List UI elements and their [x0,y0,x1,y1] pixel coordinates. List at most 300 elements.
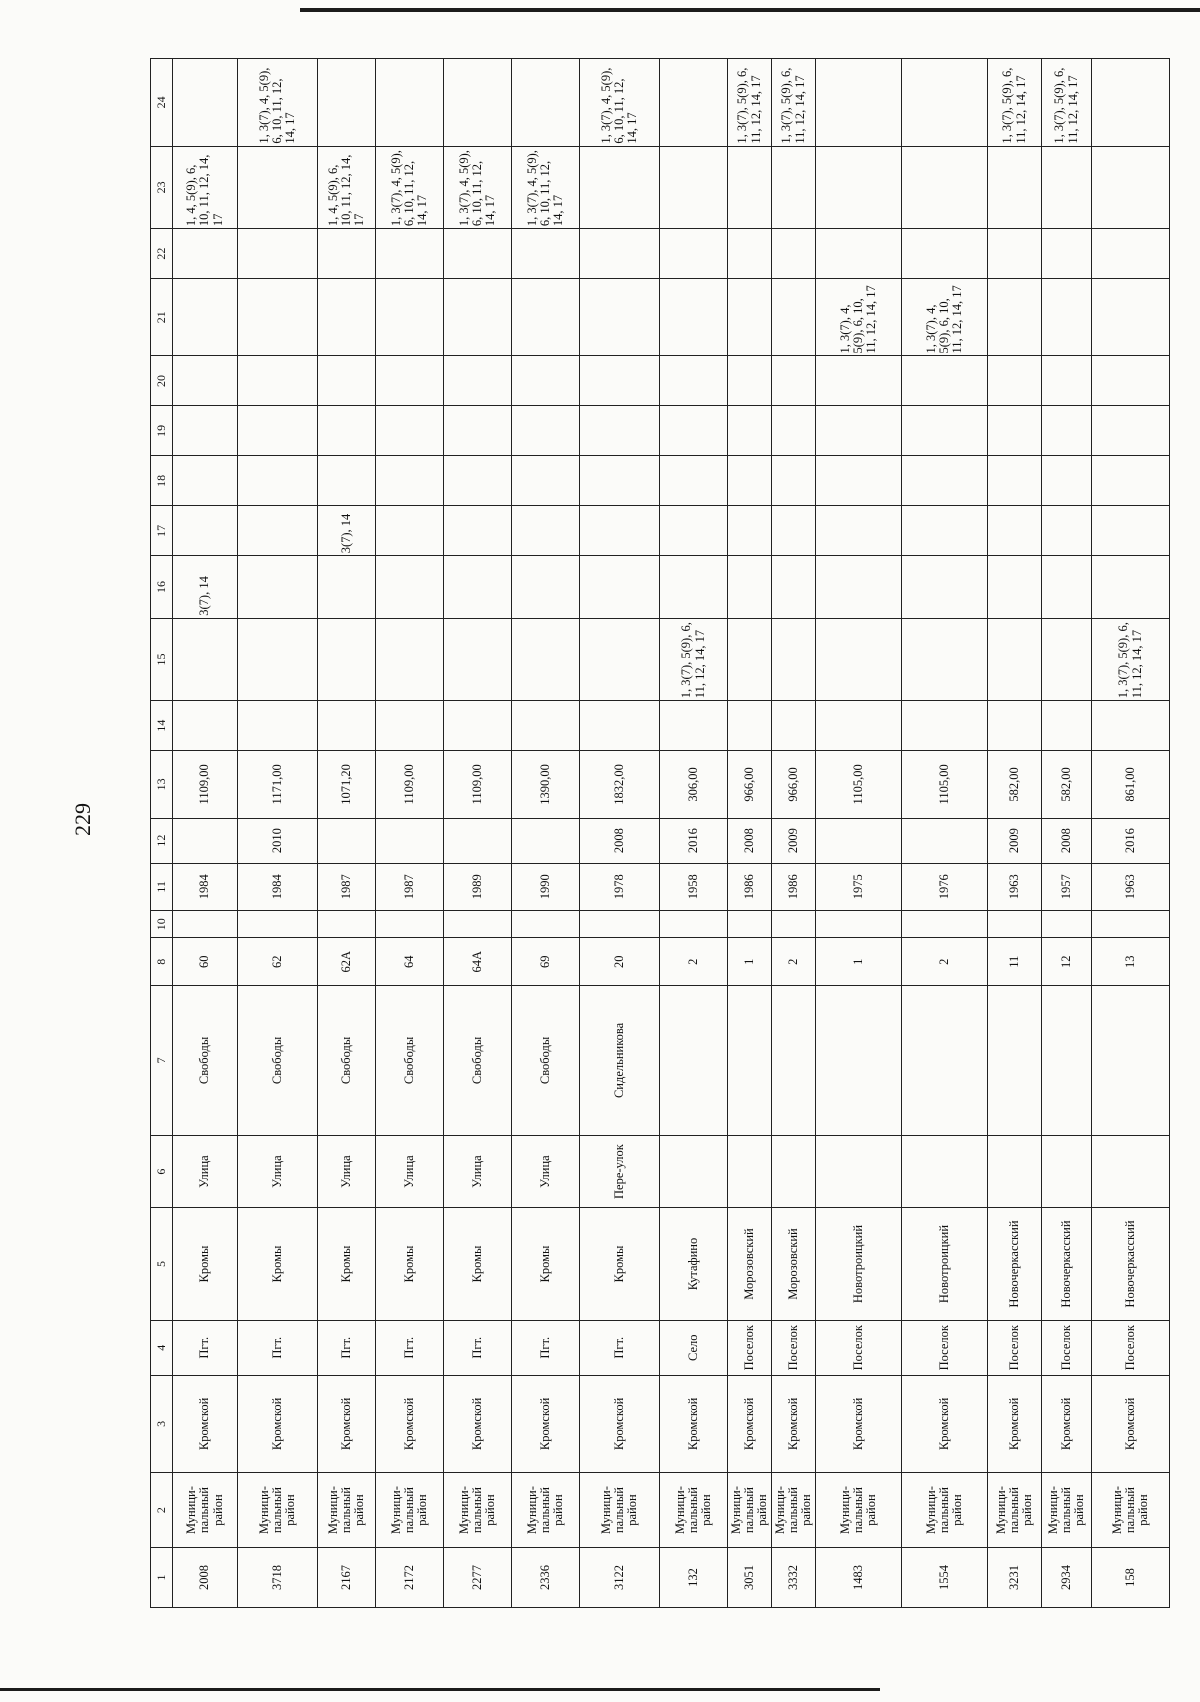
table-cell [444,356,512,406]
table-cell [816,556,902,618]
table-cell: 60 [173,938,238,985]
page-number: 229 [70,803,95,836]
column-header: 5 [151,1208,173,1320]
table-cell [1092,911,1170,938]
column-header: 2 [151,1473,173,1548]
table-cell [512,911,580,938]
table-cell: 582,00 [1042,751,1092,818]
table-cell [512,406,580,456]
table-cell: 62А [318,938,376,985]
table-cell [580,229,660,279]
table-cell: 2336 [512,1548,580,1608]
table-cell [988,279,1042,356]
column-header: 10 [151,911,173,938]
table-cell [660,911,728,938]
table-cell [376,506,444,556]
table-cell: 2 [660,938,728,985]
table-cell: 20 [580,938,660,985]
table-cell [1042,701,1092,751]
table-cell [816,985,902,1135]
table-cell: Улица [173,1135,238,1207]
table-cell [660,406,728,456]
table-cell: Кромы [512,1208,580,1320]
table-cell: Кромской [512,1375,580,1472]
table-cell: 2008 [173,1548,238,1608]
table-cell [238,406,318,456]
table-cell: Кромской [816,1375,902,1472]
table-cell [1092,456,1170,506]
table-cell [238,279,318,356]
table-cell: Кромы [580,1208,660,1320]
table-cell [580,911,660,938]
table-cell: Улица [444,1135,512,1207]
table-cell: Пере-улок [580,1135,660,1207]
table-cell [902,59,988,147]
table-cell: Кромской [376,1375,444,1472]
table-cell: Кромы [173,1208,238,1320]
table-cell [728,985,772,1135]
table-cell [816,456,902,506]
table-cell [902,818,988,863]
table-cell: Пгт. [512,1320,580,1375]
table-cell [173,356,238,406]
table-cell: Улица [318,1135,376,1207]
table-cell: 1957 [1042,863,1092,910]
table-cell [728,556,772,618]
table-cell [512,59,580,147]
table-cell: Свободы [376,985,444,1135]
table-cell [580,356,660,406]
table-cell [728,506,772,556]
table-cell: 3122 [580,1548,660,1608]
table-cell: 861,00 [1092,751,1170,818]
table-cell [580,146,660,228]
table-cell [173,229,238,279]
table-cell [580,701,660,751]
table-cell [816,229,902,279]
table-cell [318,406,376,456]
table-cell: 3332 [772,1548,816,1608]
column-header: 24 [151,59,173,147]
table-cell: Новочеркасский [1092,1208,1170,1320]
table-cell [1092,59,1170,147]
table-cell: Поселок [1092,1320,1170,1375]
table-cell [376,556,444,618]
table-cell: 64 [376,938,444,985]
table-cell: Кромской [1042,1375,1092,1472]
table-cell: 1, 3(7), 4, 5(9), 6, 10, 11, 12, 14, 17 [444,146,512,228]
table-cell: Кромской [902,1375,988,1472]
table-cell [318,59,376,147]
table-cell [660,506,728,556]
table-cell [238,506,318,556]
table-cell [902,618,988,700]
table-cell [1042,356,1092,406]
table-cell: 11 [988,938,1042,985]
table-cell [1092,356,1170,406]
table-cell [1092,556,1170,618]
table-cell [512,506,580,556]
table-cell: Муници-пальный район [318,1473,376,1548]
table-cell [1092,229,1170,279]
table-cell [376,618,444,700]
column-header: 4 [151,1320,173,1375]
table-cell [902,911,988,938]
table-cell: 2008 [580,818,660,863]
table-row [660,59,728,1608]
column-header: 11 [151,863,173,910]
table-cell: Улица [512,1135,580,1207]
table-cell [238,229,318,279]
table-cell [238,456,318,506]
table-cell [902,506,988,556]
table-cell [444,456,512,506]
table-row [772,59,816,1608]
table-cell [1092,701,1170,751]
table-cell [660,356,728,406]
table-cell [772,456,816,506]
table-cell: 2008 [1042,818,1092,863]
column-header: 7 [151,985,173,1135]
table-cell [580,279,660,356]
table-cell: 2016 [1092,818,1170,863]
table-cell: 2016 [660,818,728,863]
table-cell [728,456,772,506]
table-cell: 1 [816,938,902,985]
table-cell: 3(7), 14 [318,506,376,556]
table-cell [444,556,512,618]
table-cell: Муници-пальный район [444,1473,512,1548]
table-cell: Поселок [772,1320,816,1375]
table-cell: Пгт. [238,1320,318,1375]
table-cell: 582,00 [988,751,1042,818]
table-cell [1092,146,1170,228]
table-cell [1042,556,1092,618]
table-cell: Муници-пальный район [728,1473,772,1548]
table-cell [318,818,376,863]
column-header: 1 [151,1548,173,1608]
table-cell [444,229,512,279]
table-cell: Кромской [772,1375,816,1472]
table-cell: 1990 [512,863,580,910]
table-cell: 1, 3(7), 4, 5(9), 6, 10, 11, 12, 14, 17 [238,59,318,147]
table-cell [988,146,1042,228]
table-cell [238,618,318,700]
table-cell [988,618,1042,700]
table-cell: 13 [1092,938,1170,985]
table-cell: 1171,00 [238,751,318,818]
table-cell [512,229,580,279]
top-scan-border [300,8,1200,12]
column-header: 3 [151,1375,173,1472]
column-header: 6 [151,1135,173,1207]
table-cell: 1, 4, 5(9), 6, 10, 11, 12, 14, 17 [318,146,376,228]
table-cell: 1, 3(7), 4, 5(9), 6, 10, 11, 12, 14, 17 [512,146,580,228]
table-cell [376,59,444,147]
table-cell [512,556,580,618]
table-cell [772,1135,816,1207]
table-cell: 158 [1092,1548,1170,1608]
table-cell [1042,229,1092,279]
table-cell: 1109,00 [376,751,444,818]
table-row [444,59,512,1608]
table-cell: 1987 [376,863,444,910]
table-cell: 2010 [238,818,318,863]
table-cell: Пгт. [376,1320,444,1375]
table-cell: 2172 [376,1548,444,1608]
column-header: 20 [151,356,173,406]
table-cell [444,818,512,863]
table-cell [660,1135,728,1207]
table-cell: Кутафино [660,1208,728,1320]
table-cell [1092,406,1170,456]
table-cell: Кромской [444,1375,512,1472]
table-cell [173,456,238,506]
table-cell: 1978 [580,863,660,910]
table-cell: Поселок [816,1320,902,1375]
table-row [512,59,580,1608]
table-cell [660,279,728,356]
table-cell: 1109,00 [444,751,512,818]
table-cell: Новочеркасский [988,1208,1042,1320]
table-cell: 1976 [902,863,988,910]
table-cell [444,911,512,938]
table-cell [772,911,816,938]
table-cell: Кромской [173,1375,238,1472]
table-cell [988,556,1042,618]
table-cell [772,618,816,700]
table-cell: Муници-пальный район [1092,1473,1170,1548]
table-cell [512,818,580,863]
table-cell: Свободы [173,985,238,1135]
table-cell: Муници-пальный район [902,1473,988,1548]
table-cell [512,356,580,406]
table-cell [728,618,772,700]
table-cell [816,356,902,406]
table-cell: 2 [902,938,988,985]
table-cell: 1989 [444,863,512,910]
table-cell [376,456,444,506]
table-cell [772,556,816,618]
table-cell: Кромской [318,1375,376,1472]
table-cell: 2008 [728,818,772,863]
table-cell [816,911,902,938]
table-cell [902,406,988,456]
table-cell: 3051 [728,1548,772,1608]
table-cell: Морозовский [728,1208,772,1320]
table-cell [660,229,728,279]
table-cell: 1975 [816,863,902,910]
rotated-table-wrapper [150,58,1151,1608]
column-header: 12 [151,818,173,863]
table-cell [728,1135,772,1207]
table-cell [988,701,1042,751]
table-cell: 1390,00 [512,751,580,818]
table-cell [512,618,580,700]
table-cell: Свободы [444,985,512,1135]
table-cell: 1, 3(7), 4, 5(9), 6, 10, 11, 12, 14, 17 [816,279,902,356]
table-cell [444,618,512,700]
table-cell [238,356,318,406]
table-cell [318,911,376,938]
table-cell [580,456,660,506]
table-cell [1092,279,1170,356]
table-cell [318,556,376,618]
table-cell: 132 [660,1548,728,1608]
table-cell [173,818,238,863]
table-cell [772,229,816,279]
table-cell: 1, 3(7), 5(9), 6, 11, 12, 14, 17 [660,618,728,700]
table-cell [816,701,902,751]
table-cell [902,701,988,751]
table-cell [902,456,988,506]
table-row [238,59,318,1608]
table-cell: Пгт. [318,1320,376,1375]
column-header: 18 [151,456,173,506]
table-cell [1042,506,1092,556]
table-cell: Кромской [238,1375,318,1472]
table-cell [1092,985,1170,1135]
table-cell [1042,618,1092,700]
table-cell: Пгт. [580,1320,660,1375]
table-cell: 1, 3(7), 4, 5(9), 6, 10, 11, 12, 14, 17 [580,59,660,147]
table-cell [728,406,772,456]
table-cell [318,456,376,506]
table-cell [816,818,902,863]
table-cell [444,59,512,147]
table-row [173,59,238,1608]
table-cell: Муници-пальный район [816,1473,902,1548]
table-cell: Свободы [318,985,376,1135]
table-cell [728,911,772,938]
table-cell: 1483 [816,1548,902,1608]
table-cell: 2009 [988,818,1042,863]
table-cell: 12 [1042,938,1092,985]
table-row [1092,59,1170,1608]
table-row [376,59,444,1608]
table-cell [580,556,660,618]
column-header: 15 [151,618,173,700]
table-row [318,59,376,1608]
table-cell [816,506,902,556]
table-cell [318,701,376,751]
table-cell: 1, 3(7), 5(9), 6, 11, 12, 14, 17 [988,59,1042,147]
table-cell: 1, 3(7), 4, 5(9), 6, 10, 11, 12, 14, 17 [376,146,444,228]
table-cell [1092,1135,1170,1207]
table-cell [988,356,1042,406]
table-cell: 966,00 [772,751,816,818]
table-cell [772,279,816,356]
table-cell [1042,985,1092,1135]
column-header: 19 [151,406,173,456]
table-cell: 2277 [444,1548,512,1608]
table-cell [660,985,728,1135]
table-cell: Кромской [1092,1375,1170,1472]
table-cell: 3718 [238,1548,318,1608]
table-cell [1092,506,1170,556]
table-row [580,59,660,1608]
table-cell [816,1135,902,1207]
table-cell [238,911,318,938]
table-cell: Свободы [238,985,318,1135]
table-cell: Морозовский [772,1208,816,1320]
table-cell [1042,146,1092,228]
table-cell: Кромской [988,1375,1042,1472]
table-cell: 1832,00 [580,751,660,818]
table-cell: Муници-пальный район [988,1473,1042,1548]
table-cell [173,618,238,700]
table-cell [988,985,1042,1135]
table-cell: 1554 [902,1548,988,1608]
table-cell: Новотроицкий [902,1208,988,1320]
table-cell: Пгт. [173,1320,238,1375]
table-cell [1042,456,1092,506]
bottom-scan-border [0,1688,880,1691]
table-cell: Кромской [728,1375,772,1472]
table-cell: 2 [772,938,816,985]
table-cell [173,506,238,556]
table-cell: Поселок [1042,1320,1092,1375]
table-cell [988,1135,1042,1207]
table-cell: Муници-пальный район [660,1473,728,1548]
table-cell [173,701,238,751]
table-cell: Кромы [318,1208,376,1320]
table-cell: Муници-пальный район [238,1473,318,1548]
table-cell: 1984 [238,863,318,910]
table-cell [376,406,444,456]
table-cell: Поселок [728,1320,772,1375]
table-cell [988,406,1042,456]
table-row [1042,59,1092,1608]
table-cell: 966,00 [728,751,772,818]
table-cell [376,229,444,279]
table-cell [660,146,728,228]
table-cell [173,279,238,356]
table-cell: Кромы [444,1208,512,1320]
table-cell: 1, 4, 5(9), 6, 10, 11, 12, 14, 17 [173,146,238,228]
table-cell [902,146,988,228]
table-cell [902,356,988,406]
table-cell: 1963 [1092,863,1170,910]
table-cell [1042,1135,1092,1207]
table-cell [1042,406,1092,456]
table-cell: 1986 [728,863,772,910]
table-cell: 2934 [1042,1548,1092,1608]
table-cell [816,59,902,147]
table-cell [772,985,816,1135]
table-cell: 1, 3(7), 5(9), 6, 11, 12, 14, 17 [772,59,816,147]
table-cell [376,356,444,406]
table-cell [580,506,660,556]
column-header: 22 [151,229,173,279]
table-cell: 64А [444,938,512,985]
table-cell [318,356,376,406]
column-header: 17 [151,506,173,556]
table-cell [902,1135,988,1207]
table-cell [728,146,772,228]
table-cell [660,456,728,506]
table-cell: Сидельникова [580,985,660,1135]
table-cell [728,279,772,356]
column-header: 8 [151,938,173,985]
table-cell [444,701,512,751]
table-cell [173,59,238,147]
table-cell [173,406,238,456]
table-cell: 1958 [660,863,728,910]
table-cell [238,146,318,228]
table-cell: 1105,00 [816,751,902,818]
table-row [816,59,902,1608]
